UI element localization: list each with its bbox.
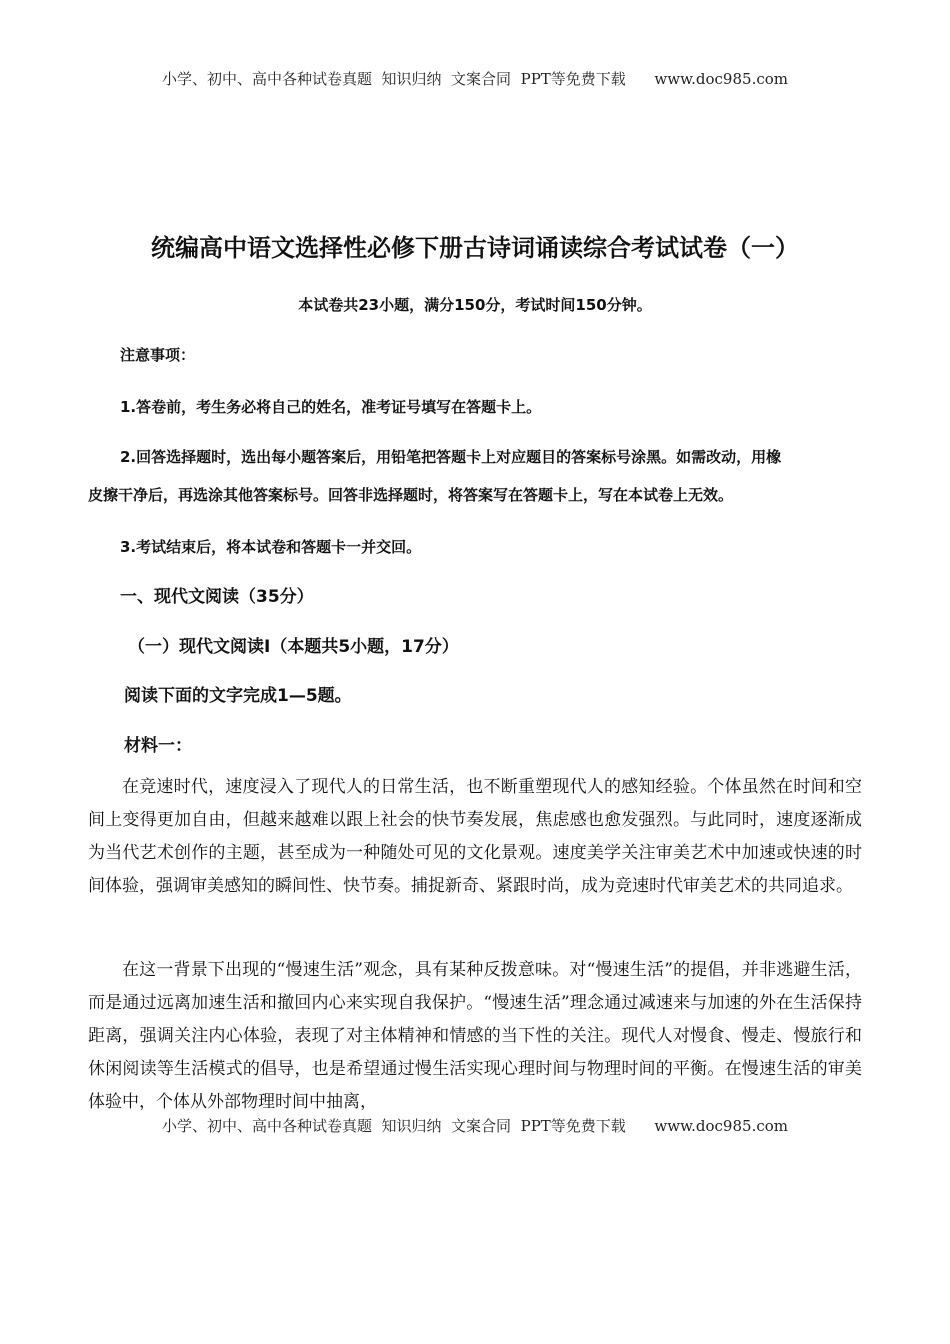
- material-label: 材料一：: [124, 736, 192, 756]
- page-footer: 小学、初中、高中各种试卷真题 知识归纳 文案合同 PPT等免费下载 www.doc985.com: [161, 1117, 788, 1135]
- section-title: 一、现代文阅读（35分）: [120, 587, 314, 607]
- paragraph-2: 在这一背景下出现的“慢速生活”观念，具有某种反拨意味。对“慢速生活”的提倡，并非逃避生活，而是通过远离加速生活和撤回内心来实现自我保护。“慢速生活”理念通过减速来与加速的外在生活保持距离，强调关注内心体验，表现了对主体精神和情感的当下性的关注。现代人对慢食、慢走、慢旅行和休闲阅读等生活模式的倡导，也是希望通过慢生活实现心理时间与物理时间的平衡。在慢速生活的审美体验中，个体从外部物理时间中抽离，: [88, 960, 862, 1110]
- paragraph-1: 在竞速时代，速度浸入了现代人的日常生活，也不断重塑现代人的感知经验。个体虽然在时间和空间上变得更加自由，但越来越难以跟上社会的快节奏发展，焦虑感也愈发强烈。与此同时，速度逐渐成为当代艺术创作的主题，甚至成为一种随处可见的文化景观。速度美学关注审美艺术中加速或快速的时间体验，强调审美感知的瞬间性、快节奏。捕捉新奇、紧跟时尚，成为竞速时代审美艺术的共同追求。: [88, 777, 862, 896]
- notes-heading: 注意事项：: [120, 346, 196, 364]
- page-header: 小学、初中、高中各种试卷真题 知识归纳 文案合同 PPT等免费下载 www.doc985.com: [161, 70, 788, 88]
- notes-item-3: 3.考试结束后，将本试卷和答题卡一并交回。: [120, 538, 422, 556]
- notes-item-1: 1.答卷前，考生务必将自己的姓名，准考证号填写在答题卡上。: [120, 398, 542, 416]
- exam-subtitle: 本试卷共23小题，满分150分，考试时间150分钟。: [298, 296, 652, 314]
- notes-item-2-line-2: 皮擦干净后，再选涂其他答案标号。回答非选择题时，将答案写在答题卡上，写在本试卷上无效。: [88, 486, 734, 504]
- notes-item-2-line-1: 2.回答选择题时，选出每小题答案后，用铅笔把答题卡上对应题目的答案标号涂黑。如需改动，用橡: [120, 448, 782, 466]
- reading-instruction: 阅读下面的文字完成1—5题。: [124, 686, 352, 706]
- exam-title: 统编高中语文选择性必修下册古诗词诵读综合考试试卷（一）: [151, 234, 799, 262]
- section-subtitle: （一）现代文阅读Ⅰ（本题共5小题，17分）: [128, 637, 459, 657]
